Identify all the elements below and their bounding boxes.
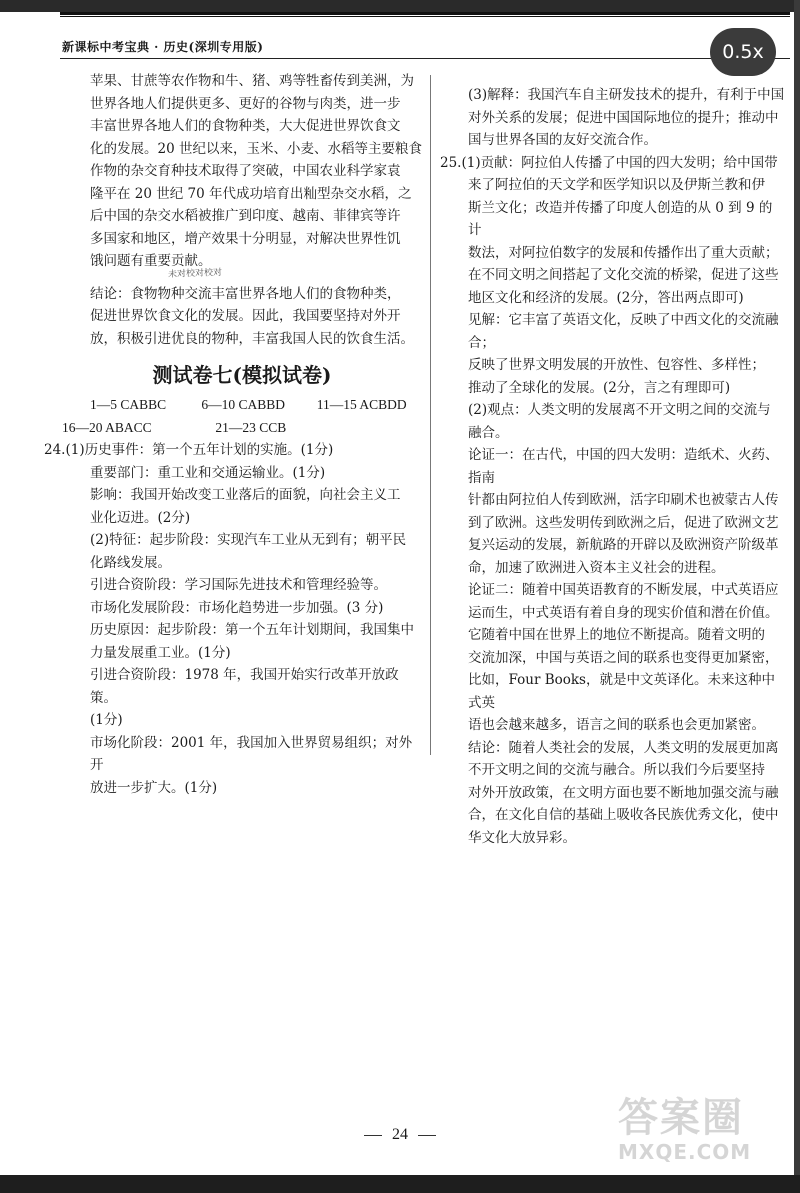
watermark-url: MXQE.COM (618, 1140, 752, 1164)
header-thick-rule (60, 12, 790, 15)
text-line: 结论：随着人类社会的发展，人类文明的发展更加离 (468, 739, 779, 756)
multiple-choice-answers (62, 394, 422, 439)
text-line: 苹果、甘蔗等农作物和牛、猪、鸡等牲畜传到美洲，为 (90, 73, 414, 89)
playback-speed-button[interactable]: 0.5x (710, 28, 776, 76)
text-line: (2)观点：人类文明的发展离不开文明之间的交流与 (468, 402, 771, 418)
text-line: 反映了世界文明发展的开放性、包容性、多样性； (468, 357, 765, 373)
text-line: 复兴运动的发展，新航路的开辟以及欧洲资产阶级革 (468, 537, 779, 553)
text-line: 24.(1)历史事件：第一个五年计划的实施。(1分) (44, 442, 334, 458)
text-line: 地区文化和经济的发展。(2分，答出两点即可) (468, 289, 744, 306)
text-line: 运而生，中式英语有着自身的现实价值和潜在价值。 (468, 604, 779, 621)
text-line: 数法，对阿拉伯数字的发展和传播作出了重大贡献； (468, 244, 779, 261)
text-line: 对外开放政策，在文明方面也要不断地加强交流与融 (468, 784, 779, 801)
text-line: 比如，Four Books，就是中文英译化。未来这种中式英 (468, 672, 775, 711)
text-line: 业化迈进。(2分) (90, 509, 191, 526)
text-line: 到了欧洲。这些发明传到欧洲之后，促进了欧洲文艺 (468, 514, 779, 531)
left-column (44, 70, 422, 799)
text-line: 放进一步扩大。(1分) (90, 779, 218, 796)
text-line: (2)特征：起步阶段：实现汽车工业从无到有；朝平民 (90, 532, 407, 548)
text-line: 放，积极引进优良的物种，丰富我国人民的饮食生活。 (90, 330, 414, 347)
text-line: 对外关系的发展；促进中国国际地位的提升；推动中 (468, 109, 779, 126)
answer-group: 16—20 ABACC (62, 419, 152, 435)
text-line: 影响：我国开始改变工业落后的面貌，向社会主义工 (90, 487, 401, 503)
conclusion-block (62, 283, 422, 351)
text-line: 丰富世界各地人们的食物种类，大大促进世界饮食文 (90, 118, 401, 134)
text-line: 在不同文明之间搭起了文化交流的桥梁，促进了这些 (468, 267, 779, 283)
scan-edge-right (794, 0, 800, 1193)
text-line: 重要部门：重工业和交通运输业。(1分) (90, 464, 326, 481)
watermark-logo-text: 答案圈 (618, 1095, 744, 1141)
answer-group: 21—23 CCB (215, 419, 287, 435)
text-line: 作物的杂交育种技术取得了突破，中国农业科学家袁 (90, 163, 401, 179)
text-line: 多国家和地区，增产效果十分明显，对解决世界性饥 (90, 230, 401, 247)
text-line: 饿问题有重要贡献。 (90, 253, 212, 269)
text-line: 不开文明之间的交流与融合。所以我们今后要坚持 (468, 762, 765, 778)
text-line: 合，在文化自信的基础上吸收各民族优秀文化，使中 (468, 807, 779, 823)
text-line: 后中国的杂交水稻被推广到印度、越南、菲律宾等许 (90, 208, 401, 224)
text-line: 华文化大放异彩。 (468, 829, 576, 846)
text-line: 结论：食物物种交流丰富世界各地人们的食物种类， (90, 285, 401, 302)
text-line: 国与世界各国的友好交流合作。 (468, 132, 657, 148)
question-24-answer (44, 439, 422, 799)
text-line: 化的发展。20 世纪以来，玉米、小麦、水稻等主要粮食 (90, 140, 422, 157)
question-25-answer (440, 152, 785, 850)
text-line: 市场化阶段：2001 年，我国加入世界贸易组织；对外开 (90, 734, 413, 773)
text-line: 引进合资阶段：1978 年，我国开始实行改革开放政策。 (90, 667, 399, 706)
text-line: 隆平在 20 世纪 70 年代成功培育出籼型杂交水稻，之 (90, 185, 412, 202)
scan-edge-bottom (0, 1175, 800, 1193)
proofread-stamp: 未对校对校对 (167, 268, 223, 280)
header-rule (60, 58, 790, 59)
text-line: 引进合资阶段：学习国际先进技术和管理经验等。 (90, 577, 387, 593)
series-title: 新课标中考宝典 · 历史(深圳专用版) (62, 40, 264, 54)
column-divider (430, 75, 431, 755)
text-line: 推动了全球化的发展。(2分，言之有理即可) (468, 379, 731, 396)
answers-row (62, 394, 422, 417)
text-line: 力量发展重工业。(1分) (90, 644, 231, 661)
text-line: 世界各地人们提供更多、更好的谷物与肉类，进一步 (90, 95, 401, 112)
text-line: 融合。 (468, 424, 509, 441)
text-line: 来了阿拉伯的天文学和医学知识以及伊斯兰教和伊 (468, 177, 765, 193)
text-line: 市场化发展阶段：市场化趋势进一步加强。(3 分) (90, 599, 384, 616)
watermark-logo (618, 1096, 788, 1166)
page-number-value: 24 (392, 1126, 408, 1143)
text-line: 历史原因：起步阶段：第一个五年计划期间，我国集中 (90, 622, 414, 638)
right-column (440, 84, 785, 849)
question-24-part-3 (440, 84, 785, 152)
text-line: (3)解释：我国汽车自主研发技术的提升，有利于中国 (468, 87, 785, 103)
continued-paragraph (62, 70, 422, 273)
answer-group: 1—5 CABBC (90, 397, 167, 412)
answer-group: 11—15 ACBDD (316, 397, 407, 412)
scan-edge-top (0, 0, 800, 12)
text-line: 25.(1)贡献：阿拉伯人传播了中国的四大发明；给中国带 (440, 154, 778, 171)
text-line: 针都由阿拉伯人传到欧洲，活字印刷术也被蒙古人传 (468, 492, 779, 508)
header-thin-rule (60, 16, 790, 17)
text-line: 它随着中国在世界上的地位不断提高。随着文明的 (468, 627, 765, 643)
text-line: 论证一：在古代，中国的四大发明：造纸术、火药、指南 (468, 447, 779, 486)
answer-group: 6—10 CABBD (201, 397, 286, 412)
text-line: (1分) (90, 712, 123, 728)
text-line: 语也会越来越多，语言之间的联系也会更加紧密。 (468, 717, 765, 733)
text-line: 促进世界饮食文化的发展。因此，我国要坚持对外开 (90, 308, 401, 324)
text-line: 见解：它丰富了英语文化，反映了中西文化的交流融合； (468, 312, 779, 351)
text-line: 斯兰文化；改造并传播了印度人创造的从 0 到 9 的计 (468, 199, 773, 238)
text-line: 命，加速了欧洲进入资本主义社会的进程。 (468, 559, 725, 576)
text-line: 化路线发展。 (90, 554, 171, 571)
text-line: 论证二：随着中国英语教育的不断发展，中式英语应 (468, 582, 779, 598)
text-line: 交流加深，中国与英语之间的联系也变得更加紧密， (468, 649, 779, 666)
answers-row (62, 417, 422, 440)
section-title: 测试卷七(模拟试卷) (152, 363, 332, 387)
